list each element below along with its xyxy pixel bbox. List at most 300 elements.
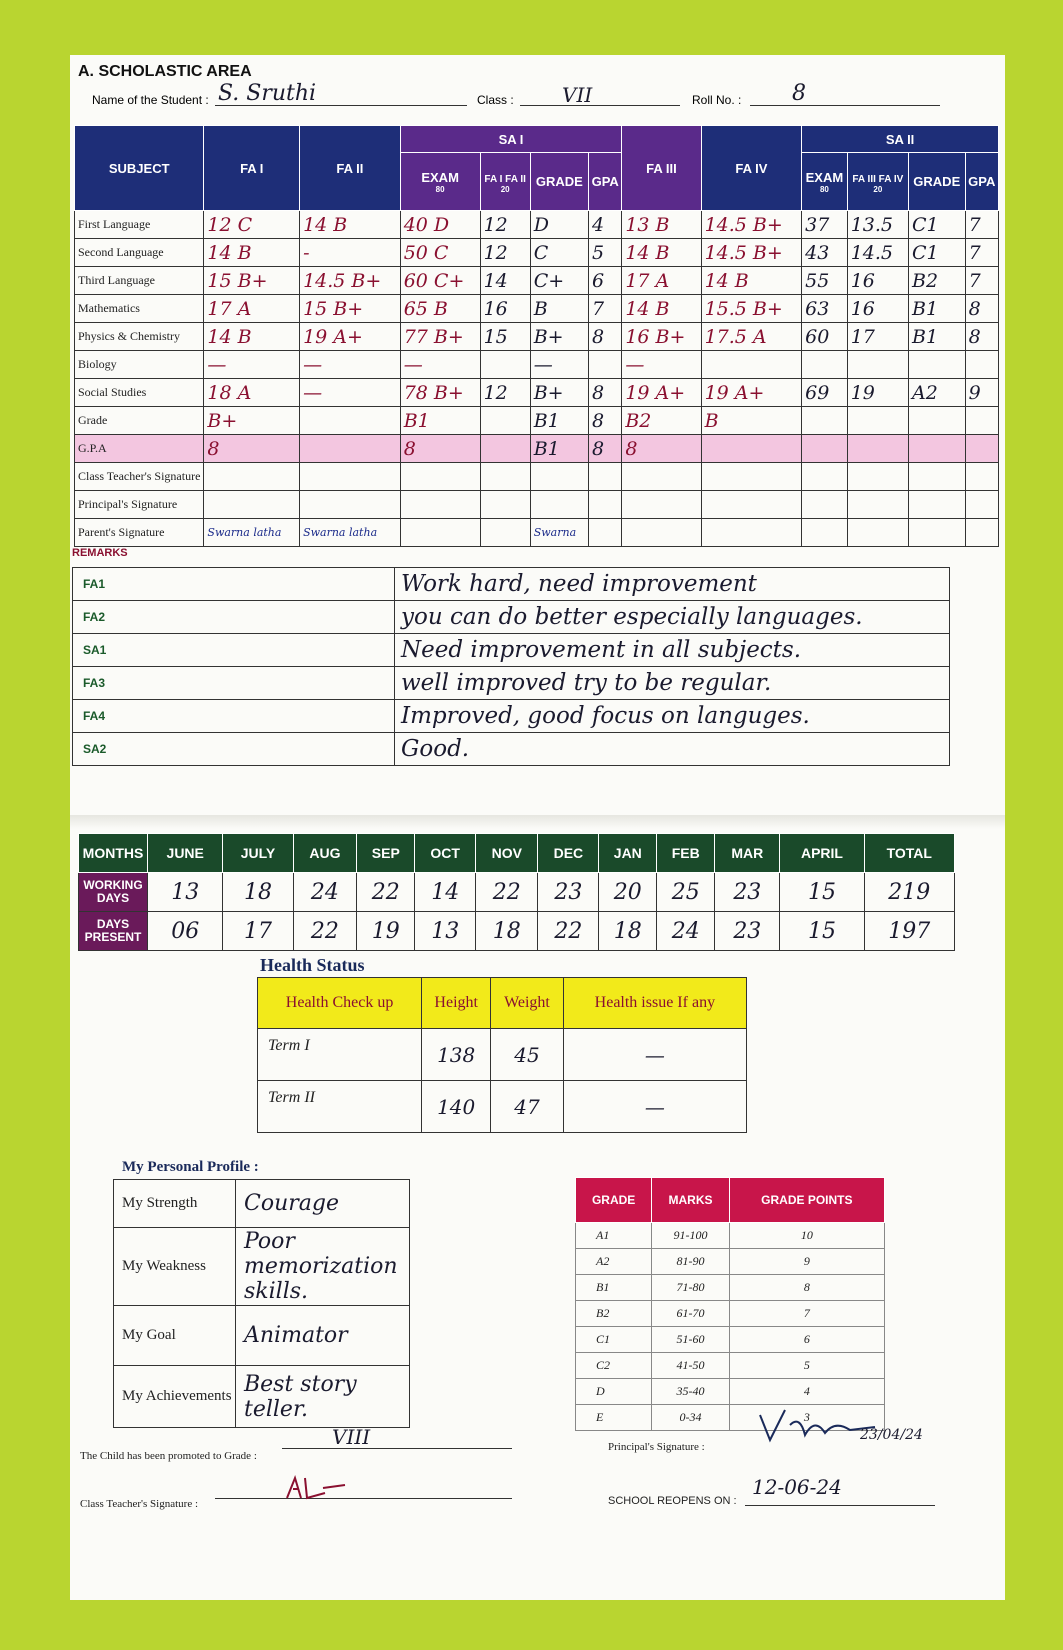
cell-fa1: 14 B — [204, 239, 300, 267]
grade-letter: A2 — [576, 1249, 652, 1275]
grade-table — [575, 1177, 885, 1431]
cell-fa4: 14.5 B+ — [701, 239, 802, 267]
student-name: S. Sruthi — [218, 81, 317, 106]
grade-row — [576, 1223, 885, 1249]
month-header: JUNE — [148, 834, 223, 873]
remark-row — [73, 601, 950, 634]
health-term: Term I — [258, 1029, 422, 1081]
subject-name: Grade — [75, 407, 204, 435]
days-present-cell: 197 — [864, 912, 954, 951]
days-present-cell: 18 — [599, 912, 657, 951]
working-days-cell: 18 — [223, 873, 293, 912]
cell-grade: B1 — [530, 435, 588, 463]
cell-grade2: B1 — [908, 323, 965, 351]
cell-fa1: 18 A — [204, 379, 300, 407]
cell-gpa2: 7 — [965, 211, 998, 239]
cell-exam2: 63 — [802, 295, 848, 323]
cell-fa1: 17 A — [204, 295, 300, 323]
health-issue: — — [563, 1081, 746, 1133]
grade-points: 3 — [729, 1405, 884, 1431]
profile-key: My Strength — [114, 1180, 236, 1228]
cell-fa1: 8 — [204, 435, 300, 463]
cell-grade — [530, 491, 588, 519]
cell-fa4 — [701, 435, 802, 463]
cell-exam2: 37 — [802, 211, 848, 239]
cell-fa3 — [622, 491, 701, 519]
scholastic-row — [75, 463, 999, 491]
cell-gpa — [589, 519, 622, 547]
remark-text: Improved, good focus on languges. — [395, 700, 950, 733]
cell-fa2 — [300, 435, 401, 463]
days-present-cell: 19 — [357, 912, 415, 951]
remark-row — [73, 568, 950, 601]
cell-fa34: 16 — [847, 267, 908, 295]
cell-fa34 — [847, 351, 908, 379]
remark-key: SA1 — [73, 634, 395, 667]
cell-fa34 — [847, 463, 908, 491]
month-header: APRIL — [780, 834, 864, 873]
remark-text: Work hard, need improvement — [395, 568, 950, 601]
working-days-cell: 23 — [538, 873, 599, 912]
subject-name: Biology — [75, 351, 204, 379]
subject-name: Class Teacher's Signature — [75, 463, 204, 491]
cell-gpa2 — [965, 351, 998, 379]
working-days-cell: 13 — [148, 873, 223, 912]
subject-name: Second Language — [75, 239, 204, 267]
principal-date: 23/04/24 — [860, 1427, 923, 1443]
cell-fa1: Swarna latha — [204, 519, 300, 547]
working-days-label: WORKING DAYS — [79, 873, 148, 912]
remark-key: FA2 — [73, 601, 395, 634]
class-line — [520, 105, 680, 106]
days-present-cell: 06 — [148, 912, 223, 951]
cell-gpa2 — [965, 519, 998, 547]
cell-fa12 — [480, 351, 530, 379]
teacher-line — [215, 1498, 512, 1499]
col-grade: GRADE — [530, 153, 588, 211]
col-exam2: EXAM 80 — [802, 153, 848, 211]
col-sa1: SA I — [400, 126, 622, 153]
cell-fa12: 12 — [480, 239, 530, 267]
profile-title: My Personal Profile : — [122, 1159, 259, 1175]
cell-exam2 — [802, 435, 848, 463]
cell-gpa2 — [965, 463, 998, 491]
promoted-line — [282, 1448, 512, 1449]
class-label: Class : — [477, 93, 514, 107]
remark-row — [73, 634, 950, 667]
remarks-table — [72, 567, 950, 766]
working-days-cell: 22 — [476, 873, 538, 912]
profile-row — [114, 1228, 410, 1306]
cell-fa2 — [300, 407, 401, 435]
subject-name: Social Studies — [75, 379, 204, 407]
days-present-cell: 22 — [538, 912, 599, 951]
grade-letter: B1 — [576, 1275, 652, 1301]
cell-fa1: 14 B — [204, 323, 300, 351]
month-header: DEC — [538, 834, 599, 873]
working-days-cell: 14 — [415, 873, 476, 912]
scholastic-row — [75, 491, 999, 519]
cell-exam: — — [400, 351, 480, 379]
grade-marks: 71-80 — [652, 1275, 729, 1301]
working-days-cell: 22 — [357, 873, 415, 912]
col-gpa2: GPA — [965, 153, 998, 211]
cell-gpa: 5 — [589, 239, 622, 267]
cell-grade — [530, 463, 588, 491]
cell-gpa: 7 — [589, 295, 622, 323]
cell-exam2 — [802, 491, 848, 519]
principal-label: Principal's Signature : — [608, 1441, 705, 1453]
cell-exam — [400, 463, 480, 491]
health-title: Health Status — [260, 955, 365, 975]
cell-fa12 — [480, 491, 530, 519]
cell-gpa2 — [965, 491, 998, 519]
days-present-cell: 15 — [780, 912, 864, 951]
cell-fa12: 14 — [480, 267, 530, 295]
cell-grade2 — [908, 351, 965, 379]
cell-fa34 — [847, 407, 908, 435]
cell-fa4: 14 B — [701, 267, 802, 295]
subject-name: G.P.A — [75, 435, 204, 463]
grade-header: GRADE POINTS — [729, 1178, 884, 1223]
month-header: AUG — [293, 834, 357, 873]
working-days-cell: 219 — [864, 873, 954, 912]
health-header: Height — [422, 978, 491, 1029]
cell-grade: B+ — [530, 323, 588, 351]
month-header: TOTAL — [864, 834, 954, 873]
health-row — [258, 1081, 747, 1133]
cell-fa3: 19 A+ — [622, 379, 701, 407]
cell-exam: B1 — [400, 407, 480, 435]
cell-grade: D — [530, 211, 588, 239]
grade-marks: 51-60 — [652, 1327, 729, 1353]
cell-exam2: 69 — [802, 379, 848, 407]
cell-exam: 8 — [400, 435, 480, 463]
scholastic-row — [75, 519, 999, 547]
cell-gpa2: 8 — [965, 295, 998, 323]
cell-fa34: 14.5 — [847, 239, 908, 267]
profile-value: Poor memorization skills. — [236, 1228, 410, 1306]
cell-exam2: 43 — [802, 239, 848, 267]
month-header: JAN — [599, 834, 657, 873]
profile-key: My Weakness — [114, 1228, 236, 1306]
remark-key: SA2 — [73, 733, 395, 766]
cell-grade2 — [908, 435, 965, 463]
grade-row — [576, 1301, 885, 1327]
cell-exam2 — [802, 351, 848, 379]
cell-grade: — — [530, 351, 588, 379]
cell-fa1: 12 C — [204, 211, 300, 239]
cell-grade2: A2 — [908, 379, 965, 407]
cell-fa3: 16 B+ — [622, 323, 701, 351]
attendance-table — [78, 833, 955, 951]
cell-fa34 — [847, 519, 908, 547]
cell-grade: B+ — [530, 379, 588, 407]
section-title: A. SCHOLASTIC AREA — [78, 63, 252, 80]
col-fa34: FA III FA IV 20 — [847, 153, 908, 211]
grade-letter: C1 — [576, 1327, 652, 1353]
scholastic-row — [75, 379, 999, 407]
cell-exam: 50 C — [400, 239, 480, 267]
cell-fa3: 8 — [622, 435, 701, 463]
cell-fa4: 19 A+ — [701, 379, 802, 407]
profile-row — [114, 1306, 410, 1366]
grade-letter: D — [576, 1379, 652, 1405]
cell-fa4: 14.5 B+ — [701, 211, 802, 239]
cell-grade2 — [908, 407, 965, 435]
grade-header: MARKS — [652, 1178, 729, 1223]
cell-grade: Swarna — [530, 519, 588, 547]
cell-exam: 65 B — [400, 295, 480, 323]
remark-text: well improved try to be regular. — [395, 667, 950, 700]
cell-fa34: 17 — [847, 323, 908, 351]
roll-label: Roll No. : — [692, 93, 742, 107]
cell-fa1 — [204, 491, 300, 519]
col-exam: EXAM 80 — [400, 153, 480, 211]
cell-fa2: Swarna latha — [300, 519, 401, 547]
scholastic-row — [75, 295, 999, 323]
cell-exam — [400, 519, 480, 547]
cell-fa2 — [300, 463, 401, 491]
working-days-cell: 15 — [780, 873, 864, 912]
cell-exam2: 60 — [802, 323, 848, 351]
cell-gpa2: 8 — [965, 323, 998, 351]
col-subject: SUBJECT — [75, 126, 204, 211]
scholastic-row — [75, 267, 999, 295]
col-fa3: FA III — [622, 126, 701, 211]
cell-gpa: 6 — [589, 267, 622, 295]
cell-gpa: 8 — [589, 435, 622, 463]
working-days-cell: 25 — [657, 873, 715, 912]
cell-fa1: B+ — [204, 407, 300, 435]
profile-table — [113, 1179, 410, 1428]
month-header: MAR — [715, 834, 780, 873]
cell-fa4 — [701, 491, 802, 519]
cell-gpa2: 7 — [965, 267, 998, 295]
subject-name: Mathematics — [75, 295, 204, 323]
cell-grade2 — [908, 519, 965, 547]
reopens-line — [745, 1505, 935, 1506]
subject-name: Third Language — [75, 267, 204, 295]
cell-exam — [400, 491, 480, 519]
col-fa4: FA IV — [701, 126, 802, 211]
cell-gpa: 8 — [589, 323, 622, 351]
subject-name: Parent's Signature — [75, 519, 204, 547]
cell-fa3: B2 — [622, 407, 701, 435]
profile-value: Courage — [236, 1180, 410, 1228]
health-weight: 45 — [491, 1029, 563, 1081]
cell-fa2: 14.5 B+ — [300, 267, 401, 295]
remark-key: FA3 — [73, 667, 395, 700]
cell-fa34: 16 — [847, 295, 908, 323]
cell-fa12: 12 — [480, 211, 530, 239]
days-present-cell: 24 — [657, 912, 715, 951]
cell-gpa2: 7 — [965, 239, 998, 267]
month-header: OCT — [415, 834, 476, 873]
cell-exam: 77 B+ — [400, 323, 480, 351]
cell-grade: C — [530, 239, 588, 267]
cell-fa2: — — [300, 351, 401, 379]
profile-row — [114, 1180, 410, 1228]
cell-gpa: 4 — [589, 211, 622, 239]
grade-points: 8 — [729, 1275, 884, 1301]
cell-gpa: 8 — [589, 407, 622, 435]
cell-grade: B — [530, 295, 588, 323]
days-present-cell: 17 — [223, 912, 293, 951]
cell-exam2 — [802, 519, 848, 547]
health-height: 138 — [422, 1029, 491, 1081]
cell-fa12 — [480, 435, 530, 463]
cell-grade2: B2 — [908, 267, 965, 295]
health-header: Weight — [491, 978, 563, 1029]
roll-line — [750, 105, 940, 106]
grade-letter: A1 — [576, 1223, 652, 1249]
name-line — [215, 105, 467, 106]
health-header: Health issue If any — [563, 978, 746, 1029]
cell-gpa2 — [965, 407, 998, 435]
cell-gpa: 8 — [589, 379, 622, 407]
remark-row — [73, 667, 950, 700]
health-table — [257, 977, 747, 1133]
cell-fa4: 15.5 B+ — [701, 295, 802, 323]
cell-fa3 — [622, 519, 701, 547]
subject-name: Principal's Signature — [75, 491, 204, 519]
grade-row — [576, 1379, 885, 1405]
cell-gpa — [589, 463, 622, 491]
cell-exam2 — [802, 407, 848, 435]
grade-row — [576, 1249, 885, 1275]
grade-points: 4 — [729, 1379, 884, 1405]
grade-marks: 81-90 — [652, 1249, 729, 1275]
days-present-label: DAYS PRESENT — [79, 912, 148, 951]
cell-gpa — [589, 491, 622, 519]
class-value: VII — [562, 83, 593, 107]
cell-fa4 — [701, 519, 802, 547]
cell-fa3: 14 B — [622, 239, 701, 267]
cell-exam: 40 D — [400, 211, 480, 239]
cell-fa12 — [480, 407, 530, 435]
scholastic-row — [75, 407, 999, 435]
scholastic-row — [75, 323, 999, 351]
profile-row — [114, 1366, 410, 1428]
subject-name: Physics & Chemistry — [75, 323, 204, 351]
profile-key: My Goal — [114, 1306, 236, 1366]
cell-fa2: 19 A+ — [300, 323, 401, 351]
grade-letter: E — [576, 1405, 652, 1431]
roll-value: 8 — [792, 81, 806, 106]
cell-fa3: 13 B — [622, 211, 701, 239]
cell-fa12: 16 — [480, 295, 530, 323]
cell-fa4 — [701, 463, 802, 491]
cell-grade: C+ — [530, 267, 588, 295]
subject-name: First Language — [75, 211, 204, 239]
days-present-cell: 13 — [415, 912, 476, 951]
grade-marks: 0-34 — [652, 1405, 729, 1431]
cell-fa3 — [622, 463, 701, 491]
grade-row — [576, 1327, 885, 1353]
remark-key: FA1 — [73, 568, 395, 601]
teacher-label: Class Teacher's Signature : — [80, 1498, 199, 1510]
month-header: FEB — [657, 834, 715, 873]
grade-marks: 41-50 — [652, 1353, 729, 1379]
cell-fa2: - — [300, 239, 401, 267]
cell-grade2: C1 — [908, 239, 965, 267]
months-label: MONTHS — [79, 834, 148, 873]
health-term: Term II — [258, 1081, 422, 1133]
remark-row — [73, 700, 950, 733]
name-label: Name of the Student : — [92, 93, 209, 107]
cell-fa2: — — [300, 379, 401, 407]
health-header: Health Check up — [258, 978, 422, 1029]
cell-fa4 — [701, 351, 802, 379]
cell-fa1 — [204, 463, 300, 491]
cell-fa34: 13.5 — [847, 211, 908, 239]
scholastic-row — [75, 435, 999, 463]
reopens-label: SCHOOL REOPENS ON : — [608, 1495, 737, 1507]
scholastic-row — [75, 351, 999, 379]
page-fold — [70, 815, 1005, 829]
cell-fa4: 17.5 A — [701, 323, 802, 351]
grade-row — [576, 1275, 885, 1301]
cell-fa34 — [847, 435, 908, 463]
cell-fa3: 14 B — [622, 295, 701, 323]
remark-key: FA4 — [73, 700, 395, 733]
grade-letter: B2 — [576, 1301, 652, 1327]
grade-marks: 61-70 — [652, 1301, 729, 1327]
cell-exam: 60 C+ — [400, 267, 480, 295]
scholastic-row — [75, 239, 999, 267]
cell-fa12 — [480, 463, 530, 491]
health-row — [258, 1029, 747, 1081]
teacher-signature — [285, 1473, 355, 1508]
promoted-value: VIII — [332, 1425, 371, 1449]
days-present-cell: 18 — [476, 912, 538, 951]
cell-fa12: 12 — [480, 379, 530, 407]
health-issue: — — [563, 1029, 746, 1081]
working-days-cell: 23 — [715, 873, 780, 912]
cell-exam2: 55 — [802, 267, 848, 295]
cell-fa1: 15 B+ — [204, 267, 300, 295]
grade-points: 6 — [729, 1327, 884, 1353]
grade-points: 7 — [729, 1301, 884, 1327]
grade-letter: C2 — [576, 1353, 652, 1379]
col-grade2: GRADE — [908, 153, 965, 211]
cell-grade2 — [908, 491, 965, 519]
grade-marks: 35-40 — [652, 1379, 729, 1405]
cell-fa2 — [300, 491, 401, 519]
days-present-cell: 22 — [293, 912, 357, 951]
cell-fa34: 19 — [847, 379, 908, 407]
health-weight: 47 — [491, 1081, 563, 1133]
month-header: NOV — [476, 834, 538, 873]
profile-value: Best story teller. — [236, 1366, 410, 1428]
col-fa1: FA I — [204, 126, 300, 211]
grade-header: GRADE — [576, 1178, 652, 1223]
grade-marks: 91-100 — [652, 1223, 729, 1249]
col-fa2: FA II — [300, 126, 401, 211]
cell-fa2: 14 B — [300, 211, 401, 239]
cell-fa2: 15 B+ — [300, 295, 401, 323]
month-header: JULY — [223, 834, 293, 873]
col-sa2: SA II — [802, 126, 999, 153]
month-header: SEP — [357, 834, 415, 873]
health-height: 140 — [422, 1081, 491, 1133]
profile-value: Animator — [236, 1306, 410, 1366]
cell-fa12: 15 — [480, 323, 530, 351]
grade-points: 5 — [729, 1353, 884, 1379]
scholastic-table — [74, 125, 999, 547]
remark-text: Good. — [395, 733, 950, 766]
